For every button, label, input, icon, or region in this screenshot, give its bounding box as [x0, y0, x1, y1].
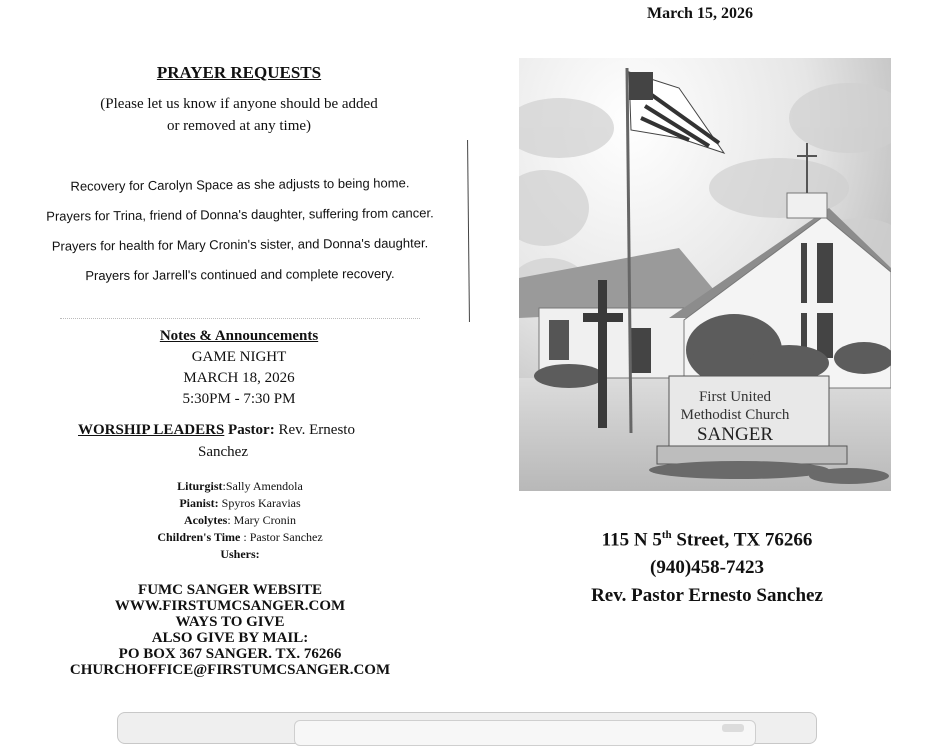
role-label: Ushers: [220, 547, 260, 561]
role-value: :Sally Amendola [222, 479, 303, 493]
prayer-list [20, 174, 460, 294]
sign-line-1: First United [698, 389, 772, 405]
role-childrens-time [110, 529, 370, 546]
prayer-requests-title: PRAYER REQUESTS [156, 63, 322, 82]
worship-leaders-label: WORSHIP LEADERS [78, 422, 225, 438]
notes-announcements [110, 326, 368, 410]
role-value: : Mary Cronin [227, 513, 296, 527]
church-email: CHURCHOFFICE@FIRSTUMCSANGER.COM [69, 662, 391, 678]
pastor-name-cont: Sanchez [198, 444, 248, 460]
po-box: PO BOX 367 SANGER. TX. 76266 [118, 646, 342, 662]
bulletin-date: March 15, 2026 [647, 5, 753, 22]
ordinal-suffix: th [661, 529, 672, 541]
role-label: Liturgist [177, 479, 223, 493]
role-value: Spyros Karavias [221, 496, 301, 510]
street-name: Street, TX 76266 [671, 529, 813, 551]
event-date: MARCH 18, 2026 [183, 370, 295, 386]
toolbar-handle-icon[interactable] [722, 724, 744, 732]
prayer-item: Prayers for Trina, friend of Donna's daughter, suffering from cancer. [46, 205, 434, 224]
role-pianist [110, 495, 370, 512]
prayer-item: Prayers for health for Mary Cronin's sister, and Donna's daughter. [51, 235, 429, 254]
toolbar-field[interactable] [294, 720, 756, 746]
role-ushers [110, 546, 370, 563]
event-time: 5:30PM - 7:30 PM [182, 391, 296, 407]
give-by-mail: ALSO GIVE BY MAIL: [151, 630, 309, 646]
church-address-block [560, 521, 854, 610]
street-address [560, 521, 854, 554]
sign-line-3: SANGER [696, 424, 774, 445]
pastor-label: Pastor: [228, 422, 275, 438]
notes-title: Notes & Announcements [159, 328, 319, 344]
prayer-item: Prayers for Jarrell's continued and complete recovery. [85, 265, 395, 284]
role-value: : Pastor Sanchez [243, 530, 323, 544]
website-url: WWW.FIRSTUMCSANGER.COM [114, 598, 346, 614]
sign-line-2: Methodist Church [680, 407, 790, 423]
pastor-name-footer: Rev. Pastor Ernesto Sanchez [591, 585, 823, 607]
website-title: FUMC SANGER WEBSITE [138, 582, 322, 598]
worship-leaders [78, 419, 398, 463]
role-acolytes [110, 512, 370, 529]
bottom-toolbar[interactable] [117, 712, 817, 744]
event-name: GAME NIGHT [191, 349, 287, 365]
prayer-item: Recovery for Carolyn Space as she adjusts to being home. [70, 175, 410, 194]
ways-to-give: WAYS TO GIVE [175, 614, 285, 630]
prayer-requests-subtitle [60, 93, 418, 137]
church-sign [657, 376, 847, 464]
dotted-divider [60, 318, 420, 320]
prayer-subtitle-line: or removed at any time) [166, 118, 312, 134]
worship-roles [110, 478, 370, 563]
vertical-divider [467, 140, 470, 322]
street-number: 115 N 5 [601, 529, 662, 551]
website-giving-block [40, 582, 420, 678]
role-label: Children's Time [157, 530, 241, 544]
pastor-name: Rev. Ernesto [278, 422, 355, 438]
role-label: Pianist: [179, 496, 219, 510]
role-liturgist [110, 478, 370, 495]
church-illustration [519, 58, 891, 491]
prayer-subtitle-line: (Please let us know if anyone should be added [100, 96, 378, 112]
role-label: Acolytes [184, 513, 228, 527]
phone-number: (940)458-7423 [650, 557, 764, 579]
